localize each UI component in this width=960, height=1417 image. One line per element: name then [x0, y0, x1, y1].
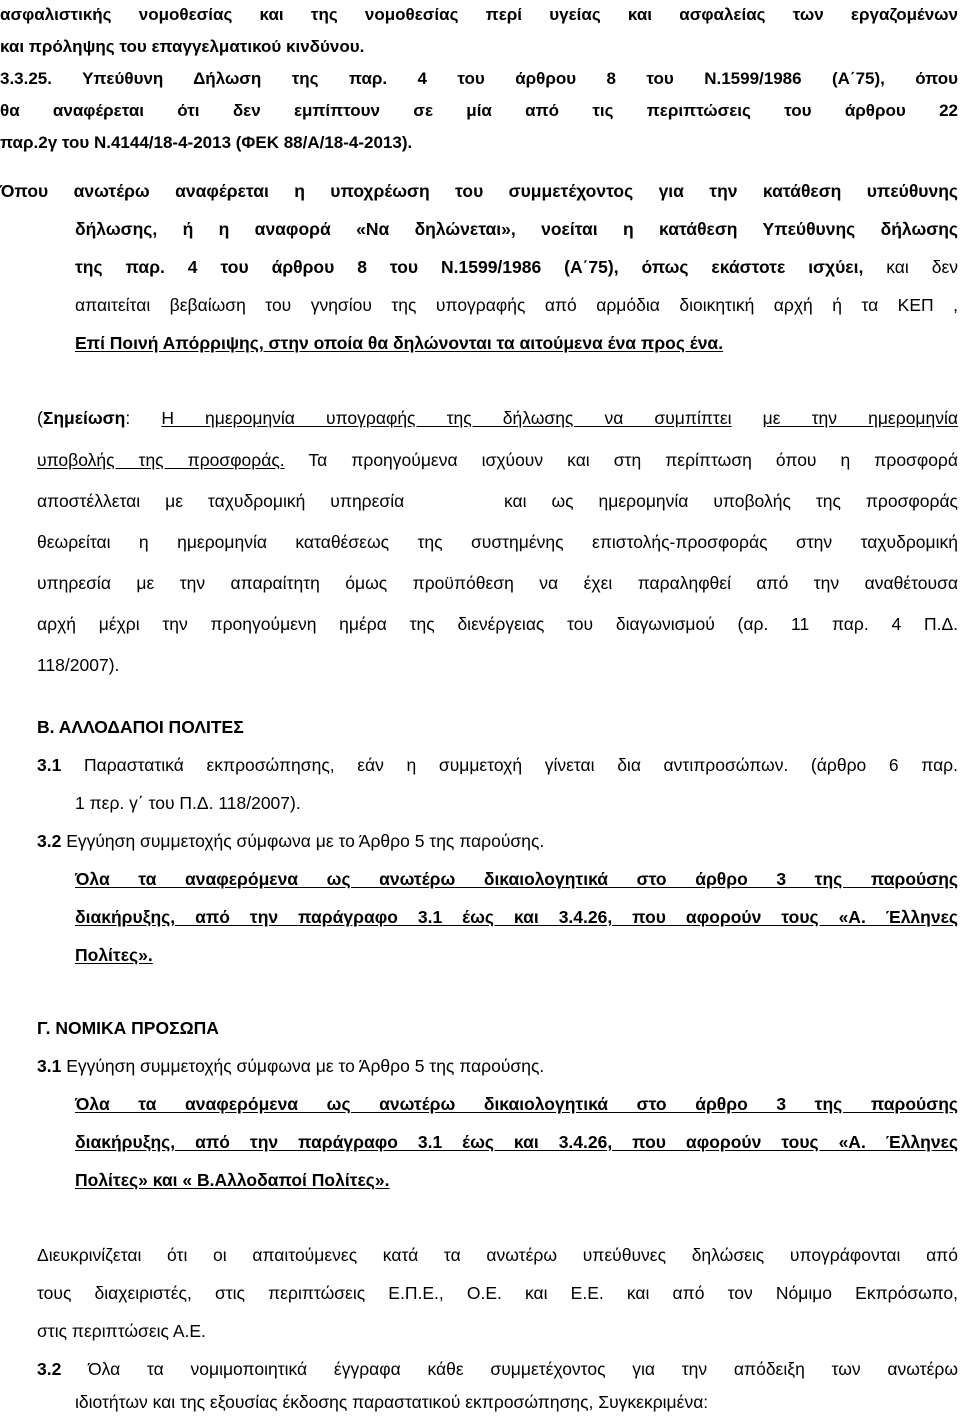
- text-line: δήλωσης, ή η αναφορά «Να δηλώνεται», νοείται η κατάθεση Υπεύθυνης δήλωσης: [75, 219, 958, 239]
- item-number: 3.2: [37, 1359, 62, 1379]
- note-gap: [732, 408, 763, 428]
- text-line: Όπου ανωτέρω αναφέρεται η υποχρέωση του συμμετέχοντος για την κατάθεση υπεύθυνης: [0, 181, 958, 201]
- text-line: διακήρυξης, από την παράγραφο 3.1 έως και 3.4.26, που αφορούν τους «Α. Έλληνες: [75, 1132, 958, 1152]
- note-underlined: Η ημερομηνία υπογραφής της δήλωσης να συμπίπτει: [161, 408, 732, 428]
- list-item: [37, 830, 544, 852]
- note-line: [37, 449, 958, 471]
- text-line: 3.3.25. Υπεύθυνη Δήλωση της παρ. 4 του άρθρου 8 του Ν.1599/1986 (Α΄75), όπου: [0, 69, 958, 88]
- note-underlined: με την ημερομηνία: [762, 408, 958, 428]
- list-item: [37, 1358, 958, 1380]
- list-item: [37, 754, 958, 776]
- text-line: Όλα τα αναφερόμενα ως ανωτέρω δικαιολογητικά στο άρθρο 3 της παρούσης: [75, 1094, 958, 1114]
- item-number: 3.2: [37, 831, 62, 851]
- text-line: 1 περ. γ΄ του Π.Δ. 118/2007).: [75, 793, 301, 813]
- item-number: 3.1: [37, 755, 62, 775]
- item-text: Εγγύηση συμμετοχής σύμφωνα με το Άρθρο 5 της παρούσης.: [61, 831, 545, 851]
- item-number: 3.1: [37, 1056, 62, 1076]
- text-line: Πολίτες» και « Β.Αλλοδαποί Πολίτες».: [75, 1170, 390, 1190]
- note-line: υπηρεσία με την απαραίτητη όμως προϋπόθεση να έχει παραληφθεί από την αναθέτουσα: [37, 573, 958, 593]
- text-bold: της παρ. 4 του άρθρου 8 του Ν.1599/1986 (Α΄75), όπως εκάστοτε ισχύει,: [75, 257, 864, 277]
- note-underlined: υποβολής της προσφοράς.: [37, 450, 285, 470]
- text-line: Πολίτες».: [75, 945, 153, 965]
- text-normal: και δεν: [863, 257, 958, 277]
- note-line: αρχή μέχρι την προηγούμενη ημέρα της διενέργειας του διαγωνισμού (αρ. 11 παρ. 4 Π.Δ.: [37, 614, 958, 634]
- text-line: ιδιοτήτων και της εξουσίας έκδοσης παραστατικού εκπροσώπησης, Συγκεκριμένα:: [75, 1392, 709, 1412]
- section-heading: Β. ΑΛΛΟΔΑΠΟΙ ΠΟΛΙΤΕΣ: [37, 717, 244, 737]
- section-heading: Γ. ΝΟΜΙΚΑ ΠΡΟΣΩΠΑ: [37, 1018, 219, 1038]
- text-line: Όλα τα αναφερόμενα ως ανωτέρω δικαιολογητικά στο άρθρο 3 της παρούσης: [75, 869, 958, 889]
- item-text: Όλα τα νομιμοποιητικά έγγραφα κάθε συμμετέχοντος για την απόδειξη των ανωτέρω: [61, 1359, 958, 1379]
- text-line: [75, 256, 958, 278]
- text-line: διακήρυξης, από την παράγραφο 3.1 έως και 3.4.26, που αφορούν τους «Α. Έλληνες: [75, 907, 958, 927]
- text-line: ασφαλιστικής νομοθεσίας και της νομοθεσίας περί υγείας και ασφαλείας των εργαζομένων: [0, 5, 958, 24]
- text-line: θα αναφέρεται ότι δεν εμπίπτουν σε μία από τις περιπτώσεις του άρθρου 22: [0, 101, 958, 120]
- note-open-paren: (: [37, 408, 43, 428]
- text-line: και πρόληψης του επαγγελματικού κινδύνου.: [0, 37, 365, 56]
- item-text: Εγγύηση συμμετοχής σύμφωνα με το Άρθρο 5 της παρούσης.: [61, 1056, 545, 1076]
- note-label: Σημείωση: [42, 408, 126, 428]
- text-line: Επί Ποινή Απόρριψης, στην οποία θα δηλώνονται τα αιτούμενα ένα προς ένα.: [75, 333, 724, 353]
- note-line: 118/2007).: [37, 655, 120, 675]
- text-line: Διευκρινίζεται ότι οι απαιτούμενες κατά τα ανωτέρω υπεύθυνες δηλώσεις υπογράφονται από: [37, 1245, 958, 1265]
- text-line: παρ.2γ του Ν.4144/18-4-2013 (ΦΕΚ 88/Α/18-4-2013).: [0, 133, 413, 152]
- note-text: Τα προηγούμενα ισχύουν και στη περίπτωση όπου η προσφορά: [284, 450, 959, 470]
- list-item: [37, 1055, 544, 1077]
- text-line: στις περιπτώσεις Α.Ε.: [37, 1321, 206, 1341]
- item-text: Παραστατικά εκπροσώπησης, εάν η συμμετοχή γίνεται δια αντιπροσώπων. (άρθρο 6 παρ.: [61, 755, 958, 775]
- note-colon: :: [125, 408, 162, 428]
- note-line: αποστέλλεται με ταχυδρομική υπηρεσία και ως ημερομηνία υποβολής της προσφοράς: [37, 491, 958, 511]
- text-line: τους διαχειριστές, στις περιπτώσεις Ε.Π.Ε., Ο.Ε. και Ε.Ε. και από τον Νόμιμο Εκπρόσωπο,: [37, 1283, 958, 1303]
- text-line: απαιτείται βεβαίωση του γνησίου της υπογραφής από αρμόδια διοικητική αρχή ή τα ΚΕΠ ,: [75, 295, 958, 315]
- note-line: [37, 407, 958, 429]
- note-line: θεωρείται η ημερομηνία καταθέσεως της συστημένης επιστολής-προσφοράς στην ταχυδρομική: [37, 532, 958, 552]
